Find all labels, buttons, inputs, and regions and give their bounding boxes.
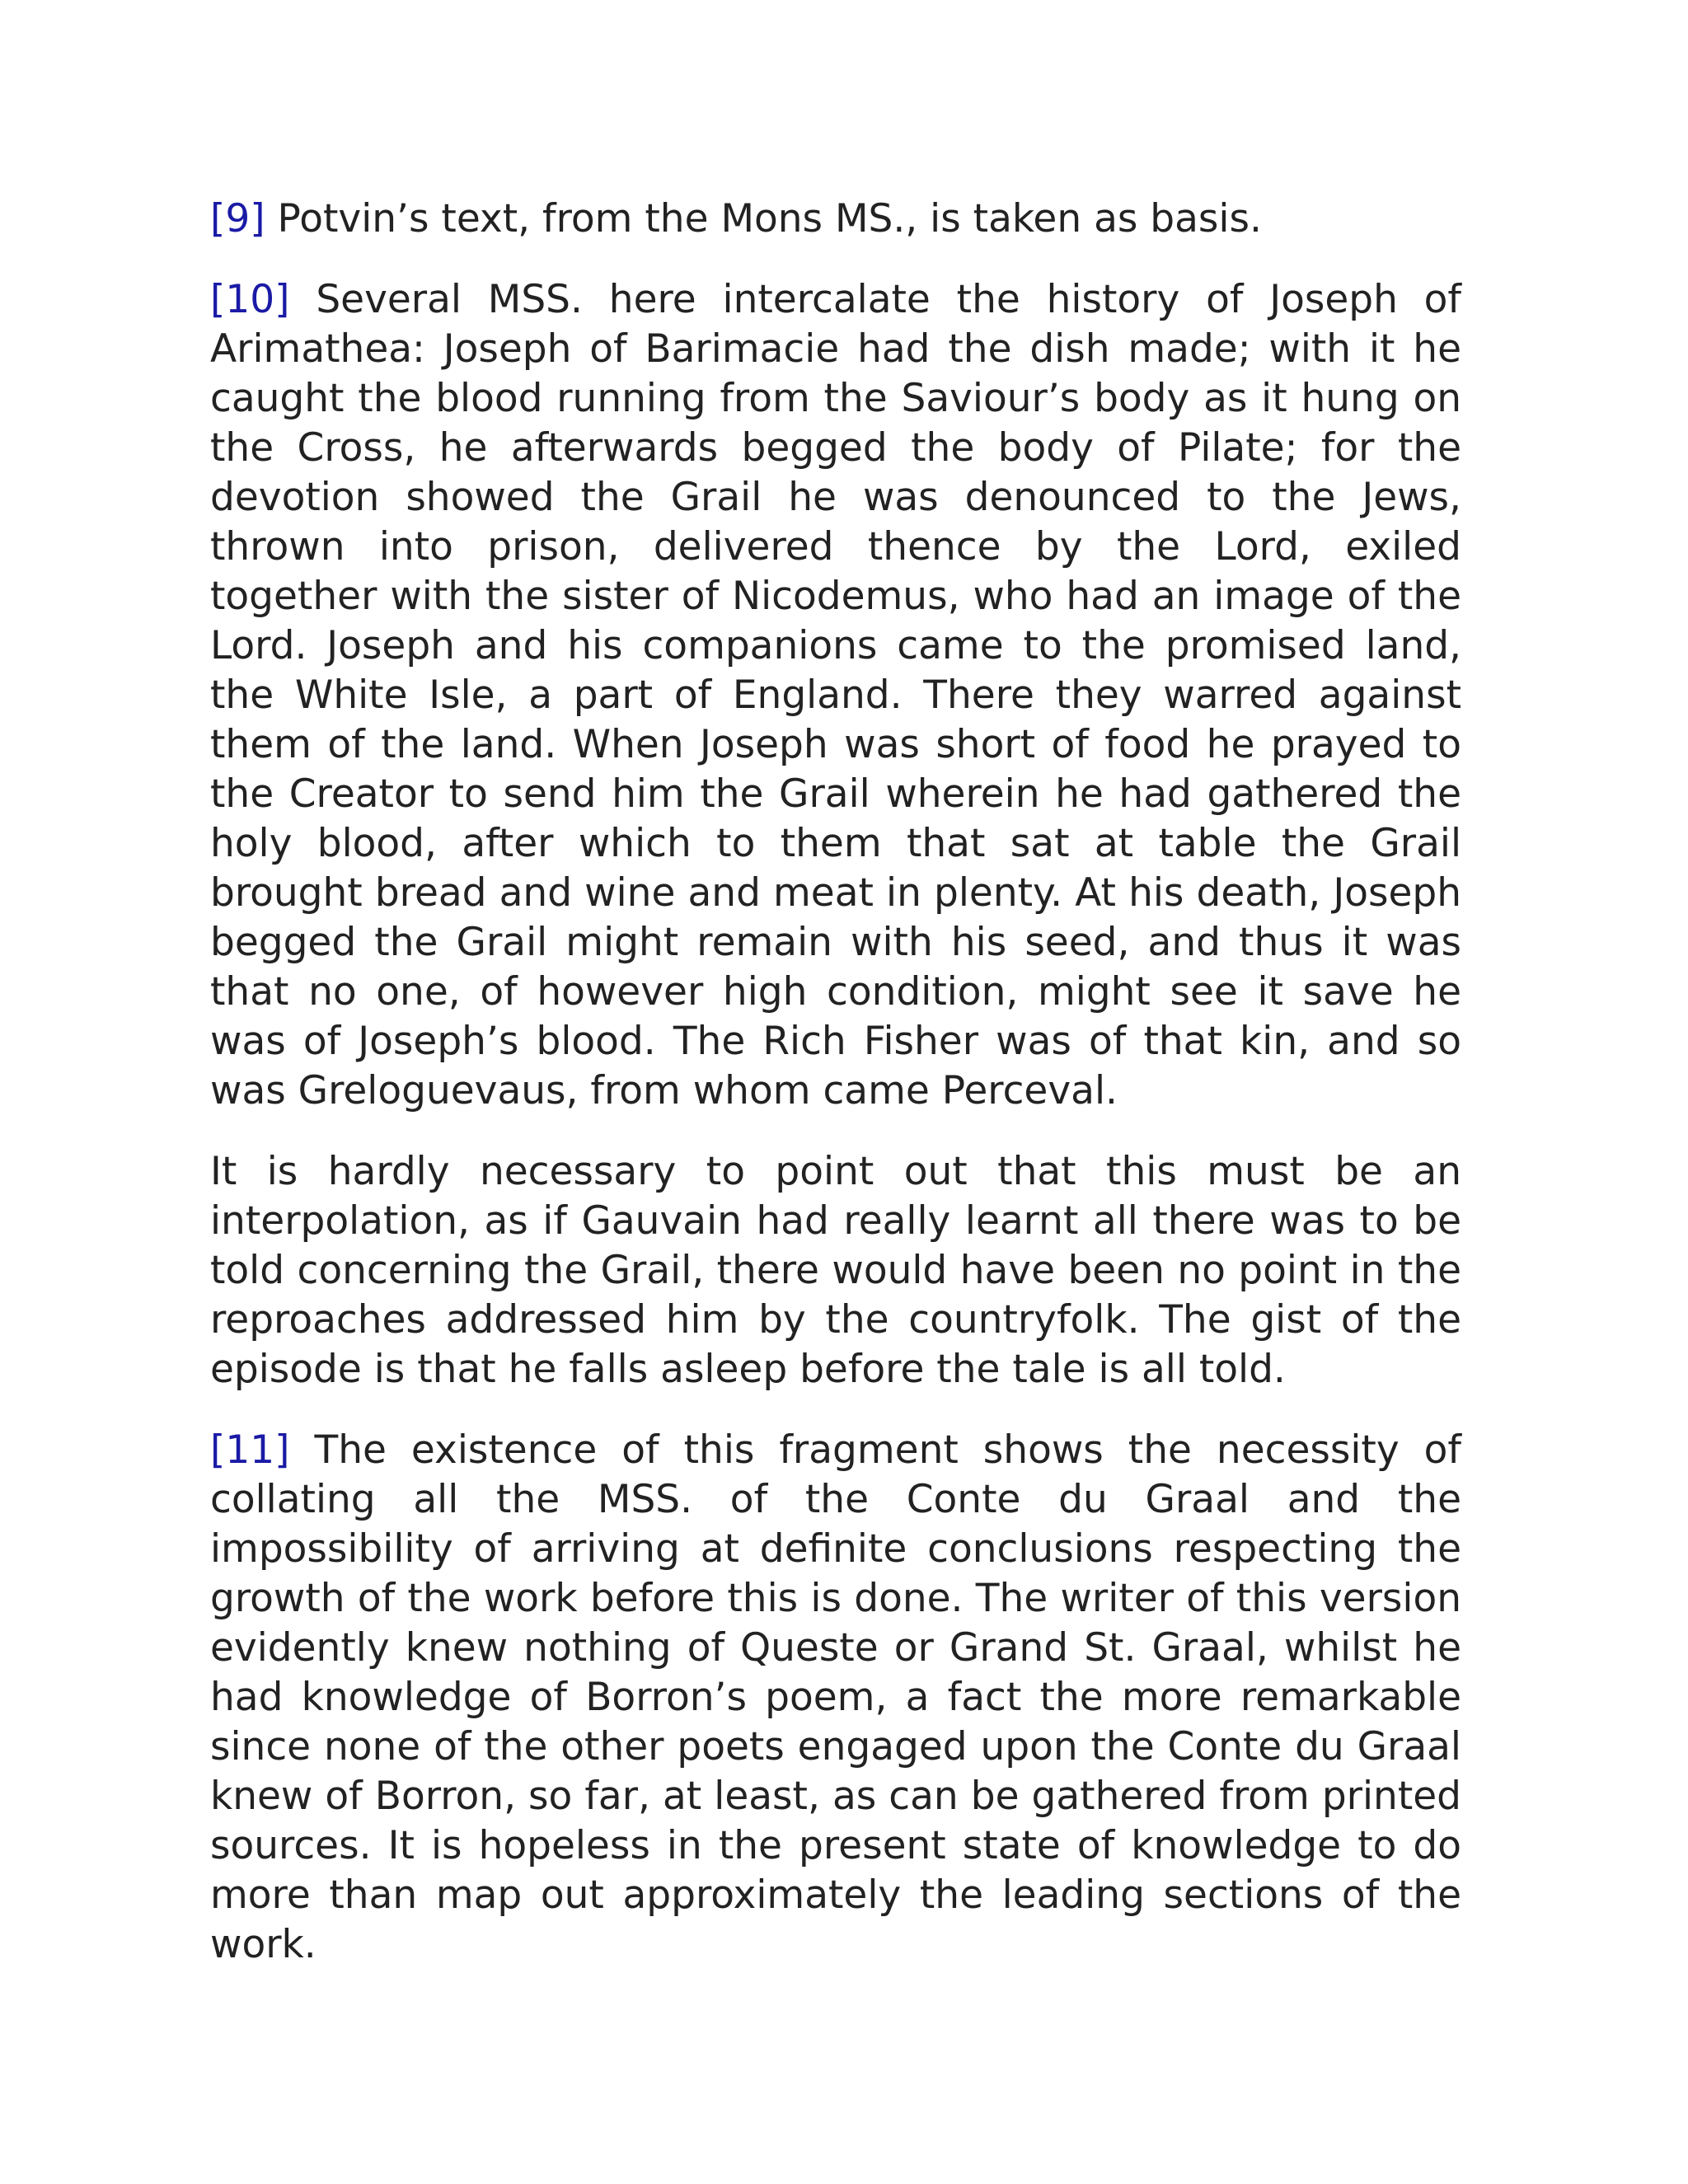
footnote-ref-link[interactable]: [11] (210, 1427, 290, 1473)
footnotes-page (210, 194, 1461, 2001)
footnote-11 (210, 1426, 1461, 1970)
footnote-9 (210, 194, 1461, 244)
footnote-text: Potvin’s text, from the Mons MS., is taken as basis. (277, 196, 1262, 241)
footnote-10-continuation (210, 1147, 1461, 1394)
footnote-ref-link[interactable]: [10] (210, 277, 290, 322)
footnote-10 (210, 275, 1461, 1116)
footnote-ref-link[interactable]: [9] (210, 196, 265, 241)
footnote-text: The existence of this fragment shows the necessity of collating all the MSS. of the Conte du Graal and the impossibility of arriving at definite conclusions respecting the growth of the work before this is done. The writer of this version evidently knew nothing of Queste or Grand St. Graal, whilst he had knowledge of Borron’s poem, a fact the more remarkable since none of the other poets engaged upon the Conte du Graal knew of Borron, so far, at least, as can be gathered from printed sources. It is hopeless in the present state of knowledge to do more than map out approximately the leading sections of the work. (210, 1427, 1461, 1967)
footnote-text: Several MSS. here intercalate the history of Joseph of Arimathea: Joseph of Barimacie had the dish made; with it he caught the blood running from the Saviour’s body as it hung on the Cross, he afterwards begged the body of Pilate; for the devotion showed the Grail he was denounced to the Jews, thrown into prison, delivered thence by the Lord, exiled together with the sister of Nicodemus, who had an image of the Lord. Joseph and his companions came to the promised land, the White Isle, a part of England. There they warred against them of the land. When Joseph was short of food he prayed to the Creator to send him the Grail wherein he had gathered the holy blood, after which to them that sat at table the Grail brought bread and wine and meat in plenty. At his death, Joseph begged the Grail might remain with his seed, and thus it was that no one, of however high condition, might see it save he was of Joseph’s blood. The Rich Fisher was of that kin, and so was Greloguevaus, from whom came Perceval. (210, 277, 1461, 1113)
footnote-text: It is hardly necessary to point out that this must be an interpolation, as if Gauvain had really learnt all there was to be told concerning the Grail, there would have been no point in the reproaches addressed him by the countryfolk. The gist of the episode is that he falls asleep before the tale is all told. (210, 1149, 1461, 1392)
